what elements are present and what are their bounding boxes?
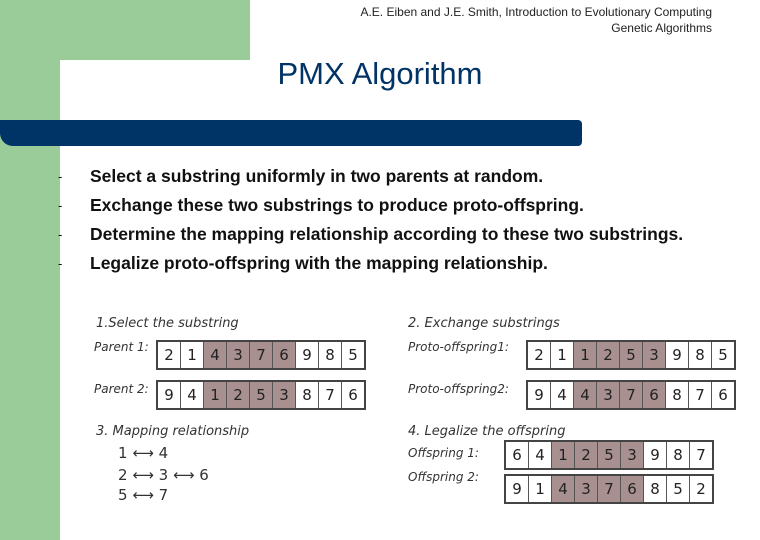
mapping-line-3 — [118, 486, 168, 504]
gene-cell: 6 — [341, 382, 364, 408]
pmx-figure — [92, 316, 728, 506]
gene-cell: 4 — [550, 382, 573, 408]
gene-cell: 6 — [642, 382, 665, 408]
gene-cell: 1 — [203, 382, 226, 408]
gene-cell: 6 — [620, 476, 643, 502]
gene-cell: 9 — [665, 342, 688, 368]
gene-cell: 7 — [688, 382, 711, 408]
gene-cell: 4 — [180, 382, 203, 408]
gene-cell: 8 — [295, 382, 318, 408]
gene-cell: 5 — [597, 442, 620, 468]
gene-cell: 3 — [226, 342, 249, 368]
bullet-list — [58, 162, 698, 278]
parent2-row — [156, 380, 366, 410]
gene-cell: 2 — [528, 342, 550, 368]
gene-cell: 1 — [551, 442, 574, 468]
offspring1-label: Offspring 1: — [408, 446, 479, 460]
gene-cell: 3 — [596, 382, 619, 408]
slide-title: PMX Algorithm — [277, 56, 483, 91]
header-line-1: A.E. Eiben and J.E. Smith, Introduction to Evolutionary Computing — [360, 5, 712, 19]
bullet-text: Determine the mapping relationship according to these two substrings. — [90, 224, 684, 244]
gene-cell: 2 — [689, 476, 712, 502]
bullet-item — [58, 249, 698, 278]
gene-cell: 3 — [574, 476, 597, 502]
header-line-2: Genetic Algorithms — [611, 21, 712, 35]
step4-heading: 4. Legalize the offspring — [408, 424, 566, 439]
mapping-line-2 — [118, 466, 209, 484]
gene-cell: 9 — [506, 476, 528, 502]
step1-heading: 1.Select the substring — [96, 316, 239, 331]
green-top-band — [0, 0, 250, 60]
gene-cell: 4 — [551, 476, 574, 502]
mapping-line-1 — [118, 444, 168, 462]
gene-cell: 4 — [528, 442, 551, 468]
gene-cell: 9 — [295, 342, 318, 368]
mapping-value: 7 — [158, 486, 169, 504]
parent2-label: Parent 2: — [94, 382, 149, 396]
proto1-label: Proto-offspring1: — [408, 340, 509, 354]
offspring2-row — [504, 474, 714, 504]
gene-cell: 5 — [341, 342, 364, 368]
gene-cell: 2 — [226, 382, 249, 408]
gene-cell: 5 — [619, 342, 642, 368]
title-underline-bar — [0, 120, 582, 146]
gene-cell: 3 — [272, 382, 295, 408]
gene-cell: 7 — [689, 442, 712, 468]
bullet-text: Legalize proto-offspring with the mapping relationship. — [90, 253, 548, 273]
gene-cell: 7 — [318, 382, 341, 408]
bullet-marker: - — [58, 227, 63, 242]
step3-heading: 3. Mapping relationship — [96, 424, 250, 439]
gene-cell: 7 — [597, 476, 620, 502]
gene-cell: 3 — [620, 442, 643, 468]
bullet-marker: - — [58, 198, 63, 213]
bullet-text: Select a substring uniformly in two parents at random. — [90, 166, 544, 186]
gene-cell: 9 — [528, 382, 550, 408]
mapping-value: 1 — [118, 444, 128, 462]
gene-cell: 8 — [643, 476, 666, 502]
gene-cell: 1 — [550, 342, 573, 368]
mapping-value: 3 — [158, 466, 169, 484]
gene-cell: 2 — [158, 342, 180, 368]
proto2-label: Proto-offspring2: — [408, 382, 509, 396]
mapping-value: 2 — [118, 466, 128, 484]
double-arrow-icon: ⟷ — [172, 466, 195, 484]
gene-cell: 5 — [711, 342, 734, 368]
mapping-value: 6 — [199, 466, 209, 484]
bullet-marker: - — [58, 256, 63, 271]
gene-cell: 7 — [619, 382, 642, 408]
gene-cell: 4 — [573, 382, 596, 408]
step2-heading: 2. Exchange substrings — [408, 316, 560, 331]
gene-cell: 5 — [249, 382, 272, 408]
gene-cell: 4 — [203, 342, 226, 368]
gene-cell: 8 — [665, 382, 688, 408]
bullet-marker: - — [58, 169, 63, 184]
gene-cell: 7 — [249, 342, 272, 368]
bullet-item — [58, 220, 698, 249]
gene-cell: 8 — [318, 342, 341, 368]
gene-cell: 9 — [643, 442, 666, 468]
gene-cell: 6 — [711, 382, 734, 408]
offspring1-row — [504, 440, 714, 470]
parent1-label: Parent 1: — [94, 340, 149, 354]
gene-cell: 1 — [528, 476, 551, 502]
gene-cell: 8 — [666, 442, 689, 468]
double-arrow-icon: ⟷ — [132, 486, 154, 504]
gene-cell: 8 — [688, 342, 711, 368]
gene-cell: 1 — [573, 342, 596, 368]
gene-cell: 3 — [642, 342, 665, 368]
gene-cell: 5 — [666, 476, 689, 502]
gene-cell: 6 — [272, 342, 295, 368]
gene-cell: 2 — [574, 442, 597, 468]
proto2-row — [526, 380, 736, 410]
offspring2-label: Offspring 2: — [408, 470, 479, 484]
double-arrow-icon: ⟷ — [132, 444, 154, 462]
bullet-item — [58, 162, 698, 191]
mapping-value: 5 — [118, 486, 128, 504]
bullet-item — [58, 191, 698, 220]
bullet-text: Exchange these two substrings to produce proto-offspring. — [90, 195, 584, 215]
gene-cell: 1 — [180, 342, 203, 368]
mapping-value: 4 — [158, 444, 169, 462]
gene-cell: 6 — [506, 442, 528, 468]
double-arrow-icon: ⟷ — [132, 466, 154, 484]
proto1-row — [526, 340, 736, 370]
gene-cell: 9 — [158, 382, 180, 408]
header-citation — [360, 4, 712, 36]
gene-cell: 2 — [596, 342, 619, 368]
parent1-row — [156, 340, 366, 370]
